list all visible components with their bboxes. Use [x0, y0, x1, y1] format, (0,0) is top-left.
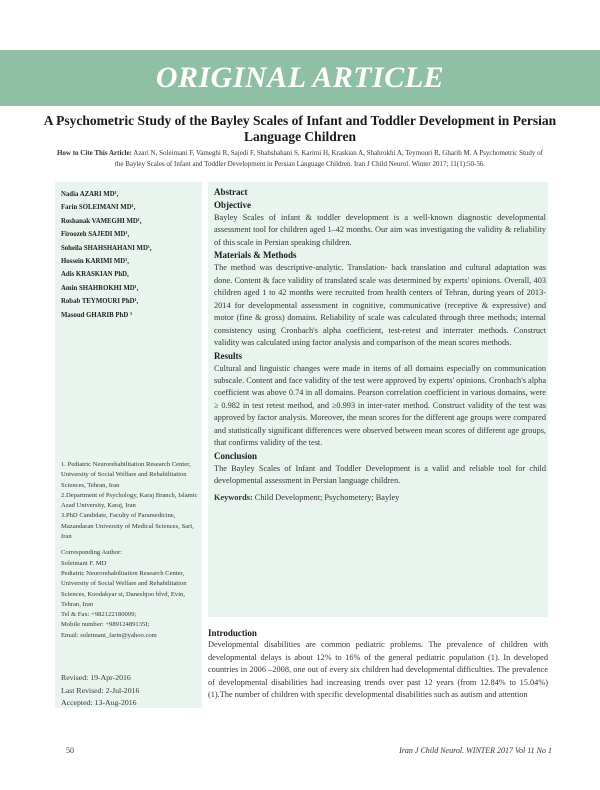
author: Soheila SHAHSHAHANI MD¹,	[61, 244, 152, 252]
corresponding-phone: Tel & Fax: +982122180099;	[61, 611, 137, 619]
author: Roshanak VAMEGHI MD¹,	[61, 217, 142, 225]
results-text: Cultural and linguistic changes were made in items of all domains especially on communication subscale. Content and face validity of the test were approved by experts' opinions. Cronbach's alpha coefficient was above 0.74 in all domains. Pearson correlation coefficient in various domains, were ≥ 0.982 in test retest method, and ≥0.993 in inter-rater method. Construct validity of the test was approved by factor analysis. Moreover, the mean scores for the different age groups were compared and statistically significant differences were observed between mean scores of different age groups, that confirms validity of the test.	[214, 363, 546, 448]
affiliation: 1. Pediatric Neurorehabilitation Research Center, University of Social Welfare and Rehabilitation Sciences, Tehran, Iran	[61, 461, 191, 489]
last-revised-date: Last Revised: 2-Jul-2016	[61, 685, 140, 695]
corresponding-mobile: Mobile number: +98912489135I;	[61, 621, 150, 629]
article-dates	[61, 672, 201, 710]
author: Nadia AZARI MD¹,	[61, 191, 119, 198]
page-number: 50	[66, 746, 74, 755]
author: Masoud GHARIB PhD ³	[61, 311, 132, 319]
corresponding-name: Soleimani F. MD	[61, 559, 107, 567]
revised-date: Revised: 19-Apr-2016	[61, 673, 131, 682]
abstract-heading: Abstract	[214, 187, 248, 197]
abstract	[214, 186, 546, 504]
keywords-text: Child Development; Psychometery; Bayley	[254, 492, 400, 502]
author-list	[61, 188, 201, 322]
keywords-label: Keywords:	[214, 492, 253, 502]
affiliations	[61, 460, 201, 641]
corresponding-address: Pediatric Neurorehabilitation Research Center, University of Social Welfare and Rehabilitation Sciences, Koodakyar st, Daneshjoo blvd, Evin, Tehran, Iran	[61, 569, 187, 608]
article-type-banner	[0, 50, 600, 106]
methods-text: The method was descriptive-analytic. Translation- back translation and cultural adaptation was done. Content & face validity of translated scale was determined by experts' opinions. Overall, 403 children aged 1 to 42 months were recruited from health centers of Tehran, during years of 2013-2014 for developmental assessment in cognitive, communicative (receptive & expressive) and motor (fine & gross) domains. Reliability of scale was calculated through three methods; internal consistency using Cronbach's alpha coefficient, test-retest and interrater methods. Construct validity was calculated using factor analysis and comparison of the mean scores methods.	[214, 263, 546, 348]
affiliation: 2.Department of Psychology, Karaj Branch, Islamic Azad University, Karaj, Iran	[61, 491, 198, 510]
affiliation: 3.PhD Candidate, Faculty of Paramedicine, Mazandaran University of Medical Sciences, Sari, Iran	[61, 512, 194, 541]
introduction	[208, 627, 548, 701]
author: Adis KRASKIAN PhD,	[61, 271, 129, 279]
corresponding-label: Corresponding Author:	[61, 549, 122, 557]
citation	[55, 148, 545, 169]
keywords	[214, 492, 546, 504]
journal-footer: Iran J Child Neurol. WINTER 2017 Vol 11 No 1	[399, 746, 552, 755]
conclusion-heading: Conclusion	[214, 450, 258, 461]
citation-text: Azari N, Soleimani F, Vameghi R, Sajedi F, Shahshahani S, Karimi H, Kraskian A, Shahrokhi A, Teymouri R, Gharib M. A Psychometric Study of the Bayley Scales of Infant and Toddler Development in Persian Language Children. Iran J Child Neurol. Winter 2017; 11(1):50-56.	[114, 149, 544, 168]
results-heading: Results	[214, 350, 243, 361]
article-title: A Psychometric Study of the Bayley Scales of Infant and Toddler Development in Persian Language Children	[43, 113, 557, 144]
author: Amin SHAHROKHI MD¹,	[61, 284, 139, 292]
introduction-text: Developmental disabilities are common pediatric problems. The prevalence of children with developmental delays is about 12% to 16% of the general pediatric population (1). In developed countries in 2006 –2008, one out of every six children had developmental difficulties. The prevalence of developmental disabilities had increasing trends over past 12 years (from 12.84% to 15.04%) (1).The number of children with specific developmental disabilities such as autism and attention	[208, 640, 548, 700]
conclusion-text: The Bayley Scales of Infant and Toddler Development is a valid and reliable tool for child developmental assessment in Persian language children.	[214, 463, 546, 486]
introduction-heading: Introduction	[208, 628, 257, 638]
author: Robab TEYMOURI PhD¹,	[61, 298, 139, 306]
author: Hossein KARIMI MD¹,	[61, 258, 129, 266]
citation-label: How to Cite This Article:	[56, 149, 132, 157]
author: Firoozeh SAJEDI MD¹,	[61, 231, 130, 239]
objective-heading: Objective	[214, 200, 251, 210]
objective-text: Bayley Scales of infant & toddler development is a well-known diagnostic developmental assessment tool for children aged 1–42 months. Our aim was investigating the validity & reliability of this scale in Persian speaking children.	[214, 213, 546, 247]
article-type-label: ORIGINAL ARTICLE	[155, 61, 445, 94]
accepted-date: Accepted: 13-Aug-2016	[61, 698, 137, 707]
author: Farin SOLEIMANI MD¹,	[61, 204, 136, 212]
corresponding-email[interactable]: Email: soleimani_farin@yahoo.com	[61, 631, 157, 639]
methods-heading: Materials & Methods	[214, 250, 297, 261]
